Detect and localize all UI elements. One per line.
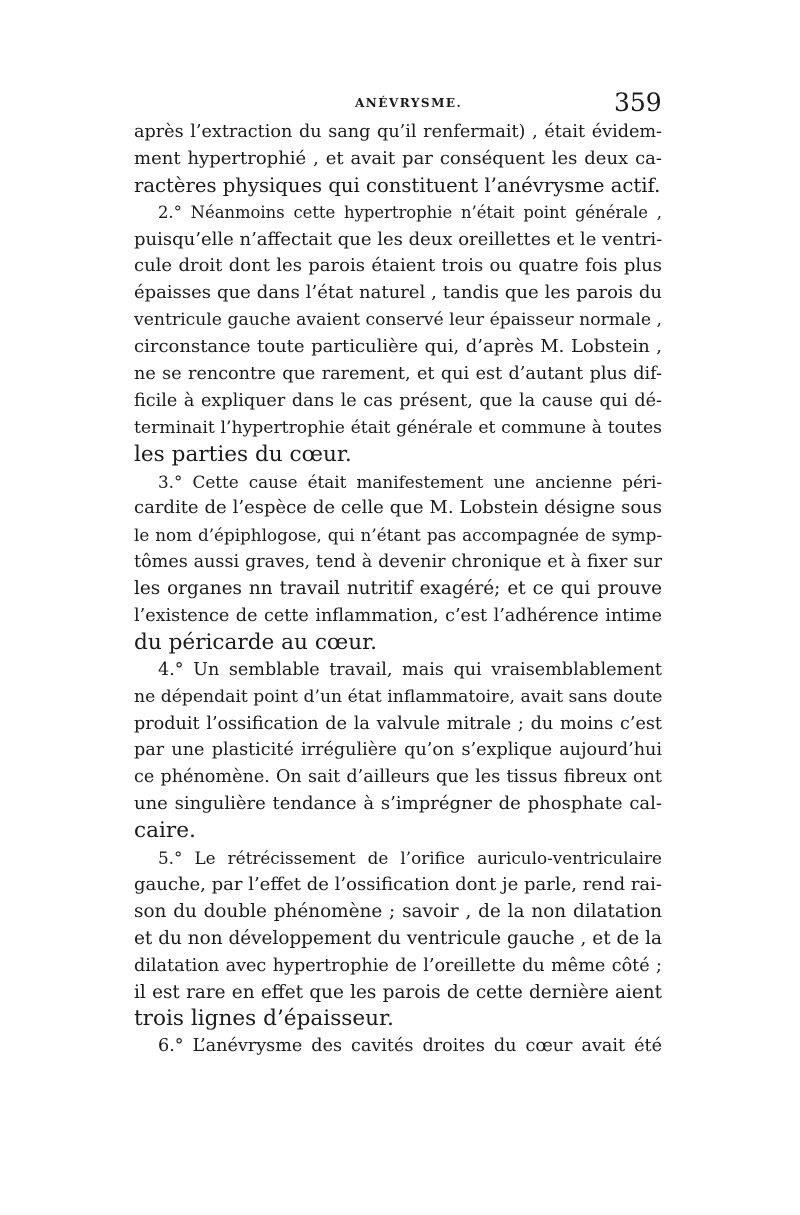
text-line: son du double phénomène ; savoir , de la non dilatation [134, 900, 662, 922]
text-line: caire. [134, 818, 196, 844]
text-line: 2.° Néanmoins cette hypertrophie n’était point générale , [158, 202, 662, 222]
text-line: et du non développement du ventricule gauche , et de la [134, 927, 662, 949]
text-line: ne dépendait point d’un état inflammatoire, avait sans doute [134, 686, 663, 707]
body-text [134, 119, 662, 1060]
text-line: il est rare en effet que les parois de cette dernière aient [134, 981, 662, 1003]
text-line: ce phénomène. On sait d’ailleurs que les tissus fibreux ont [134, 767, 662, 788]
text-line: ventricule gauche avaient conservé leur épaisseur normale , [134, 310, 662, 331]
text-line: gauche, par l’effet de l’ossification dont je parle, rend rai- [134, 873, 662, 895]
text-line: l’existence de cette inflammation, c’est l’adhérence intime [134, 606, 662, 627]
text-line: 5.° Le rétrécissement de l’orifice auriculo-ventriculaire [158, 848, 662, 869]
text-line: tômes aussi graves, tend à devenir chronique et à fixer sur [134, 552, 662, 573]
text-line: du péricarde au cœur. [134, 629, 377, 655]
running-title: ANÉVRYSME. [355, 96, 463, 110]
text-line: trois lignes d’épaisseur. [134, 1006, 394, 1032]
text-line: ractères physiques qui constituent l’anévrysme actif. [134, 173, 661, 197]
text-line: cule droit dont les parois étaient trois ou quatre fois plus [134, 255, 662, 277]
text-line: ficile à expliquer dans le cas présent, que la cause qui dé- [134, 390, 662, 411]
text-line: dilatation avec hypertrophie de l’oreillette du même côté ; [134, 955, 662, 976]
text-line: épaisses que dans l’état naturel , tandis que les parois du [134, 282, 662, 304]
text-line: produit l’ossification de la valvule mitrale ; du moins c’est [134, 713, 662, 734]
text-line: 6.° L’anévrysme des cavités droites du cœur avait été [158, 1036, 662, 1057]
text-line: après l’extraction du sang qu’il renfermait) , était évidem- [134, 122, 662, 142]
text-line: une singulière tendance à s’imprégner de phosphate cal- [134, 793, 662, 815]
text-line: par une plasticité irrégulière qu’on s’explique aujourd’hui [134, 740, 662, 761]
page-number: 359 [614, 88, 662, 117]
text-line: cardite de l’espèce de celle que M. Lobstein désigne sous [134, 497, 662, 519]
text-line: les organes nn travail nutritif exagéré; et ce qui prouve [134, 578, 662, 600]
text-line: puisqu’elle n’affectait que les deux oreillettes et le ventri- [134, 228, 663, 250]
text-line: terminait l’hypertrophie était générale et commune à toutes [134, 417, 662, 438]
text-line: les parties du cœur. [134, 441, 352, 467]
text-line: 3.° Cette cause était manifestement une ancienne péri- [158, 471, 662, 492]
text-line: 4.° Un semblable travail, mais qui vraisemblablement [158, 659, 662, 680]
text-line: ne se rencontre que rarement, et qui est d’autant plus dif- [134, 364, 662, 385]
text-line: circonstance toute particulière qui, d’après M. Lobstein , [134, 336, 662, 358]
text-line: ment hypertrophié , et avait par conséquent les deux ca- [134, 147, 662, 169]
text-line: le nom d’épiphlogose, qui n’étant pas accompagnée de symp- [134, 525, 662, 546]
